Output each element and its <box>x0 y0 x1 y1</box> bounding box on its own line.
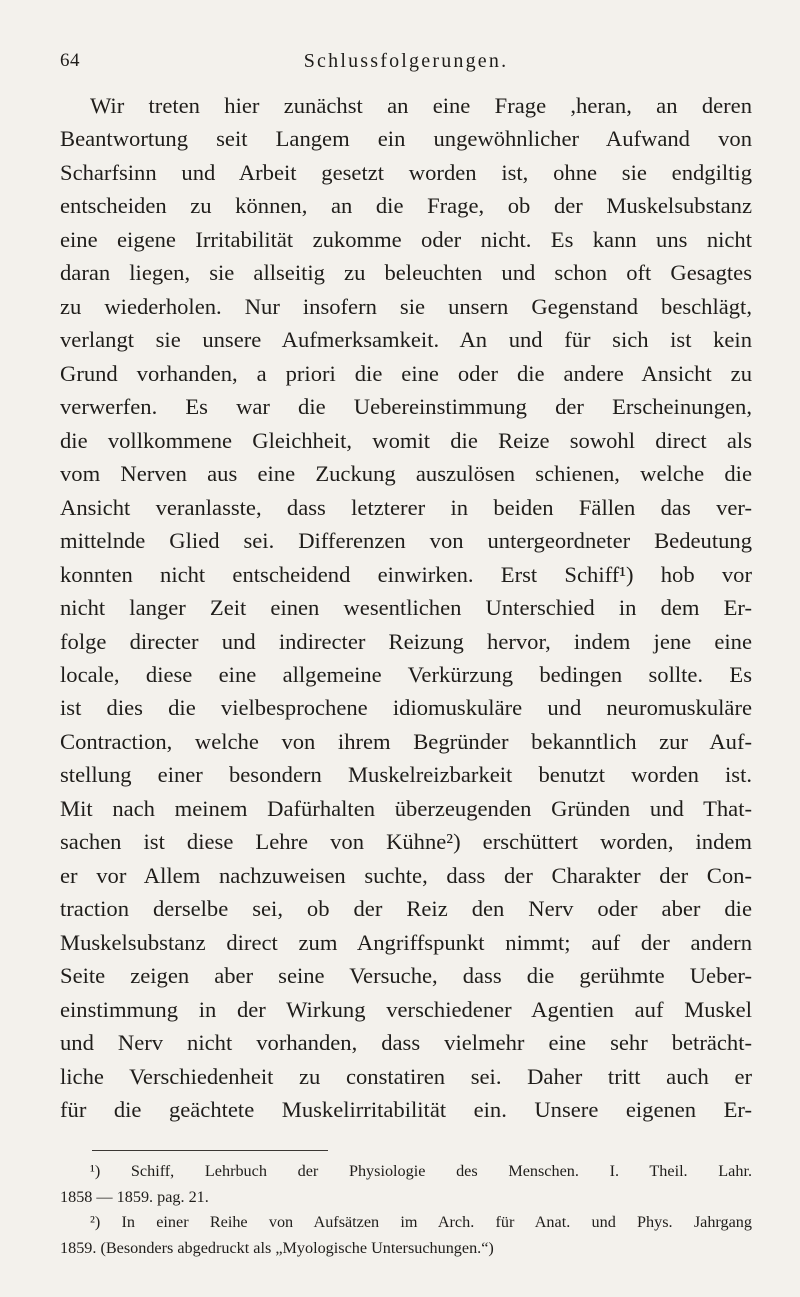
footnote-divider <box>92 1150 328 1151</box>
footnote-1: ¹) Schiff, Lehrbuch der Physiologie des Menschen. I. Theil. Lahr. <box>90 1162 752 1180</box>
text-line: daran liegen, sie allseitig zu beleuchten und schon oft Gesagtes <box>60 260 752 286</box>
text-line: Beantwortung seit Langem ein ungewöhnlicher Aufwand von <box>60 126 752 152</box>
footnotes <box>60 1159 752 1261</box>
text-line: und Nerv nicht vorhanden, dass vielmehr eine sehr beträcht- <box>60 1030 752 1056</box>
text-line: Ansicht veranlasste, dass letzterer in beiden Fällen das ver- <box>60 494 752 520</box>
text-line: eine eigene Irritabilität zukomme oder nicht. Es kann uns nicht <box>60 226 752 252</box>
text-line: zu wiederholen. Nur insofern sie unsern Gegenstand beschlägt, <box>60 293 752 319</box>
text-line: nicht langer Zeit einen wesentlichen Unterschied in dem Er- <box>60 595 752 621</box>
text-line: Scharfsinn und Arbeit gesetzt worden ist, ohne sie endgiltig <box>60 159 752 185</box>
text-line: für die geächtete Muskelirritabilität ein. Unsere eigenen Er- <box>60 1097 752 1123</box>
footnote-2-continuation: 1859. (Besonders abgedruckt als „Myologische Untersuchungen.“) <box>60 1238 494 1257</box>
text-line: Muskelsubstanz direct zum Angriffspunkt nimmt; auf der andern <box>60 929 752 955</box>
text-line: entscheiden zu können, an die Frage, ob der Muskelsubstanz <box>60 193 752 219</box>
text-line: Contraction, welche von ihrem Begründer bekanntlich zur Auf- <box>60 728 752 754</box>
footnote-1-continuation: 1858 — 1859. pag. 21. <box>60 1187 209 1206</box>
page-number: 64 <box>60 50 80 71</box>
text-line: verlangt sie unsere Aufmerksamkeit. An und für sich ist kein <box>60 327 752 353</box>
text-line: sachen ist diese Lehre von Kühne²) erschüttert worden, indem <box>60 829 752 855</box>
text-line: einstimmung in der Wirkung verschiedener Agentien auf Muskel <box>60 996 752 1022</box>
text-line: vom Nerven aus eine Zuckung auszulösen schienen, welche die <box>60 461 752 487</box>
text-line: locale, diese eine allgemeine Verkürzung bedingen sollte. Es <box>60 661 752 687</box>
text-line: folge directer und indirecter Reizung hervor, indem jene eine <box>60 628 752 654</box>
text-line: er vor Allem nachzuweisen suchte, dass der Charakter der Con- <box>60 862 752 888</box>
text-line: Seite zeigen aber seine Versuche, dass die gerühmte Ueber- <box>60 963 752 989</box>
text-line: die vollkommene Gleichheit, womit die Reize sowohl direct als <box>60 427 752 453</box>
text-line: mittelnde Glied sei. Differenzen von untergeordneter Bedeutung <box>60 528 752 554</box>
running-title: Schlussfolgerungen. <box>303 50 509 72</box>
text-line: Grund vorhanden, a priori die eine oder die andere Ansicht zu <box>60 360 752 386</box>
text-line: liche Verschiedenheit zu constatiren sei. Daher tritt auch er <box>60 1063 752 1089</box>
body-text <box>60 89 752 1127</box>
text-line: ist dies die vielbesprochene idiomuskuläre und neuromuskuläre <box>60 695 752 721</box>
footnote-2: ²) In einer Reihe von Aufsätzen im Arch. für Anat. und Phys. Jahrgang <box>90 1213 752 1231</box>
text-line: Wir treten hier zunächst an eine Frage ,heran, an deren <box>90 93 752 118</box>
text-line: konnten nicht entscheidend einwirken. Erst Schiff¹) hob vor <box>60 561 752 587</box>
text-line: Mit nach meinem Dafürhalten überzeugenden Gründen und That- <box>60 795 752 821</box>
text-line: verwerfen. Es war die Uebereinstimmung der Erscheinungen, <box>60 394 752 420</box>
page-header <box>60 50 752 76</box>
text-line: stellung einer besondern Muskelreizbarkeit benutzt worden ist. <box>60 762 752 788</box>
text-line: traction derselbe sei, ob der Reiz den Nerv oder aber die <box>60 896 752 922</box>
